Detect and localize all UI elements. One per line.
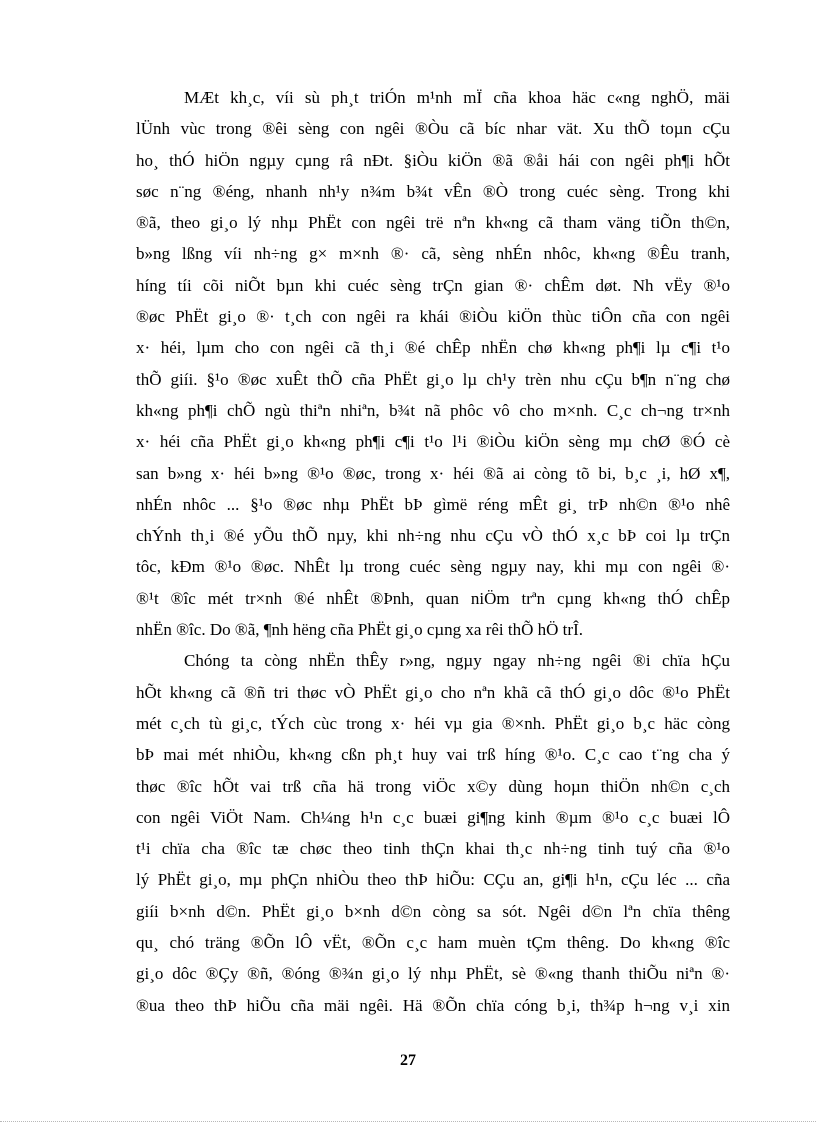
text-line: lý PhËt gi¸o, mµ phÇn nhiÒu theo thÞ hiÕu: CÇu an, gi¶i h¹n, cÇu léc ... cña xyxy=(136,870,730,890)
text-line: san b»ng x· héi b»ng ®¹o ®øc, trong x· héi ®ã ai còng tõ bi, b¸c ¸i, hØ x¶, xyxy=(136,463,730,483)
text-line: kh«ng ph¶i chÕ ngù thiªn nhiªn, b¾t nã phôc vô cho m×nh. C¸c ch¬ng tr×nh xyxy=(136,400,730,420)
text-line: t¹i chïa cha ®îc tæ chøc theo tinh thÇn khai th¸c nh÷ng tinh tuý cña ®¹o xyxy=(136,839,730,859)
text-line: hÕt kh«ng cã ®ñ tri thøc vÒ PhËt gi¸o cho nªn khã cã thÓ gi¸o dôc ®¹o PhËt xyxy=(136,682,730,702)
text-line: ho¸ thÓ hiÖn ngµy cµng râ nÐt. §iÒu kiÖn ®ã ®åi hái con ngêi ph¶i hÕt xyxy=(136,150,730,170)
footer-divider xyxy=(0,1121,816,1122)
text-line: nhÉn nhôc ... §¹o ®øc nhµ PhËt bÞ gìmë réng mÊt gi¸ trÞ nh©n ®¹o nhê xyxy=(136,494,730,514)
text-line: gi¸o dôc ®Çy ®ñ, ®óng ®¾n gi¸o lý nhµ PhËt, sè ®«ng thanh thiÕu niªn ®· xyxy=(136,964,730,984)
text-line: ®¹t ®îc mét tr×nh ®é nhÊt ®Þnh, quan niÖm trªn cµng kh«ng thÓ chÊp xyxy=(136,588,730,608)
body-text xyxy=(136,82,730,1021)
text-line: qu¸ chó träng ®Õn lÔ vËt, ®Õn c¸c ham muèn tÇm thêng. Do kh«ng ®îc xyxy=(136,933,730,953)
text-line: ®ua theo thÞ hiÕu cña mäi ngêi. Hä ®Õn chïa cóng b¸i, th¾p h¬ng v¸i xin xyxy=(136,995,730,1015)
text-line: giíi b×nh d©n. PhËt gi¸o b×nh d©n còng sa sót. Ngêi d©n lªn chïa thêng xyxy=(136,901,730,921)
text-line: chÝnh th¸i ®é yÕu thÕ nµy, khi nh÷ng nhu cÇu vÒ thÓ x¸c bÞ coi lµ trÇn xyxy=(136,526,730,546)
text-line: bÞ mai mét nhiÒu, kh«ng cßn ph¸t huy vai trß híng ®¹o. C¸c cao t¨ng cha ý xyxy=(136,745,730,765)
text-line: x· héi, lµm cho con ngêi cã th¸i ®é chÊp nhËn chø kh«ng ph¶i lµ c¶i t¹o xyxy=(136,338,730,358)
text-line: lÜnh vùc trong ®êi sèng con ngêi ®Òu cã bíc nhar vät. Xu thÕ toµn cÇu xyxy=(136,119,730,139)
text-line: thøc ®îc hÕt vai trß cña hä trong viÖc x©y dùng hoµn thiÖn nh©n c¸ch xyxy=(136,776,730,796)
page-number: 27 xyxy=(400,1052,416,1069)
text-line: MÆt kh¸c, víi sù ph¸t triÓn m¹nh mÏ cña khoa häc c«ng nghÖ, mäi xyxy=(184,88,730,107)
text-line: ®ã, theo gi¸o lý nhµ PhËt con ngêi trë nªn kh«ng cã tham väng tiÕn th©n, xyxy=(136,213,730,233)
text-line: søc n¨ng ®éng, nhanh nh¹y n¾m b¾t vÊn ®Ò trong cuéc sèng. Trong khi xyxy=(136,181,730,201)
text-line: thÕ giíi. §¹o ®øc xuÊt thÕ cña PhËt gi¸o lµ ch¹y trèn nhu cÇu b¶n n¨ng chø xyxy=(136,369,730,389)
text-line: b»ng lßng víi nh÷ng g× m×nh ®· cã, sèng nhÉn nhôc, kh«ng ®Êu tranh, xyxy=(136,244,730,264)
text-line: tôc, kÐm ®¹o ®øc. NhÊt lµ trong cuéc sèng ngµy nay, khi mµ con ngêi ®· xyxy=(136,557,730,577)
paragraph-2 xyxy=(136,645,730,1021)
text-line: Chóng ta còng nhËn thÊy r»ng, ngµy ngay nh÷ng ngêi ®i chïa hÇu xyxy=(184,651,730,671)
text-line: ®øc PhËt gi¸o ®· t¸ch con ngêi ra khái ®iÒu kiÖn thùc tiÔn cña con ngêi xyxy=(136,307,730,327)
text-line: híng tíi cõi niÕt bµn khi cuéc sèng trÇn gian ®· chÊm døt. Nh vËy ®¹o xyxy=(136,275,730,295)
text-line: x· héi cña PhËt gi¸o kh«ng ph¶i c¶i t¹o l¹i ®iÒu kiÖn sèng mµ chØ ®Ó cè xyxy=(136,432,730,452)
text-line: con ngêi ViÖt Nam. Ch¼ng h¹n c¸c buæi gi¶ng kinh ®µm ®¹o c¸c buæi lÔ xyxy=(136,807,730,827)
text-line: mét c¸ch tù gi¸c, tÝch cùc trong x· héi vµ gia ®×nh. PhËt gi¸o b¸c häc còng xyxy=(136,713,730,733)
paragraph-1 xyxy=(136,82,730,645)
text-line: nhËn ®îc. Do ®ã, ¶nh hëng cña PhËt gi¸o cµng xa rêi thÕ hÖ trÎ. xyxy=(136,620,583,640)
